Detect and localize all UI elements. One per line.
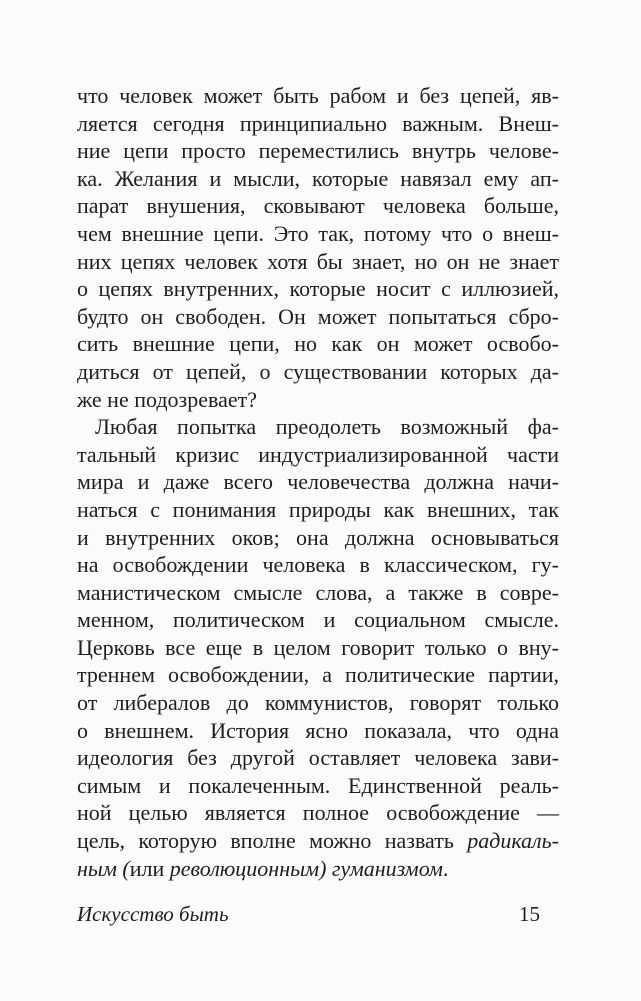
text-line: сить внешние цепи, но как он может освобо-	[77, 331, 559, 357]
text-line: мира и даже всего человечества должна начи-	[77, 469, 559, 495]
text-line: о цепях внутренних, которые носит с иллюзией,	[77, 276, 559, 302]
body-text	[77, 82, 559, 882]
text-line: менном, политическом и социальном смысле.	[77, 607, 559, 633]
text-line: на освобождении человека в классическом, гу-	[77, 552, 559, 578]
text-line: о внешнем. История ясно показала, что одна	[77, 717, 559, 743]
text-line: идеология без другой оставляет человека зави-	[77, 745, 559, 771]
text-line: треннем освобождении, а политические партии,	[77, 662, 559, 688]
text-line: Церковь все еще в целом говорит только о вну-	[77, 634, 559, 660]
text-line: диться от цепей, о существовании которых да-	[77, 358, 559, 384]
text-line: тальный кризис индустриализированной части	[77, 441, 559, 467]
text-line: же не подозревает?	[77, 386, 258, 412]
text-line: манистическом смысле слова, а также в совре-	[77, 579, 559, 605]
text-line: цель, которую вполне можно назвать радикаль-	[77, 828, 559, 854]
text-line: что человек может быть рабом и без цепей, яв-	[77, 83, 559, 108]
text-line: ка. Желания и мысли, которые навязал ему ап-	[77, 165, 559, 191]
running-title: Искусство быть	[77, 902, 229, 926]
text-line: будто он свободен. Он может попытаться сбро-	[77, 303, 559, 329]
text-line: ной целью является полное освобождение —	[77, 800, 559, 826]
text-line: парат внушения, сковывают человека больше,	[77, 193, 559, 219]
text-line: наться с понимания природы как внешних, так	[77, 496, 559, 522]
text-line: чем внешние цепи. Это так, потому что о внеш-	[77, 220, 559, 246]
text-line: и внутренних оков; она должна основываться	[77, 524, 559, 550]
text-line: ным (или революционным) гуманизмом.	[77, 855, 449, 881]
text-line: ние цепи просто переместились внутрь челове-	[77, 138, 559, 164]
text-line: ляется сегодня принципиально важным. Внеш-	[77, 110, 559, 136]
page-footer	[77, 900, 540, 928]
text-line: Любая попытка преодолеть возможный фа-	[95, 414, 559, 440]
text-line: них цепях человек хотя бы знает, но он не знает	[77, 248, 559, 274]
page-number: 15	[519, 902, 540, 926]
text-line: от либералов до коммунистов, говорят только	[77, 690, 559, 716]
text-line: симым и покалеченным. Единственной реаль-	[77, 772, 559, 798]
